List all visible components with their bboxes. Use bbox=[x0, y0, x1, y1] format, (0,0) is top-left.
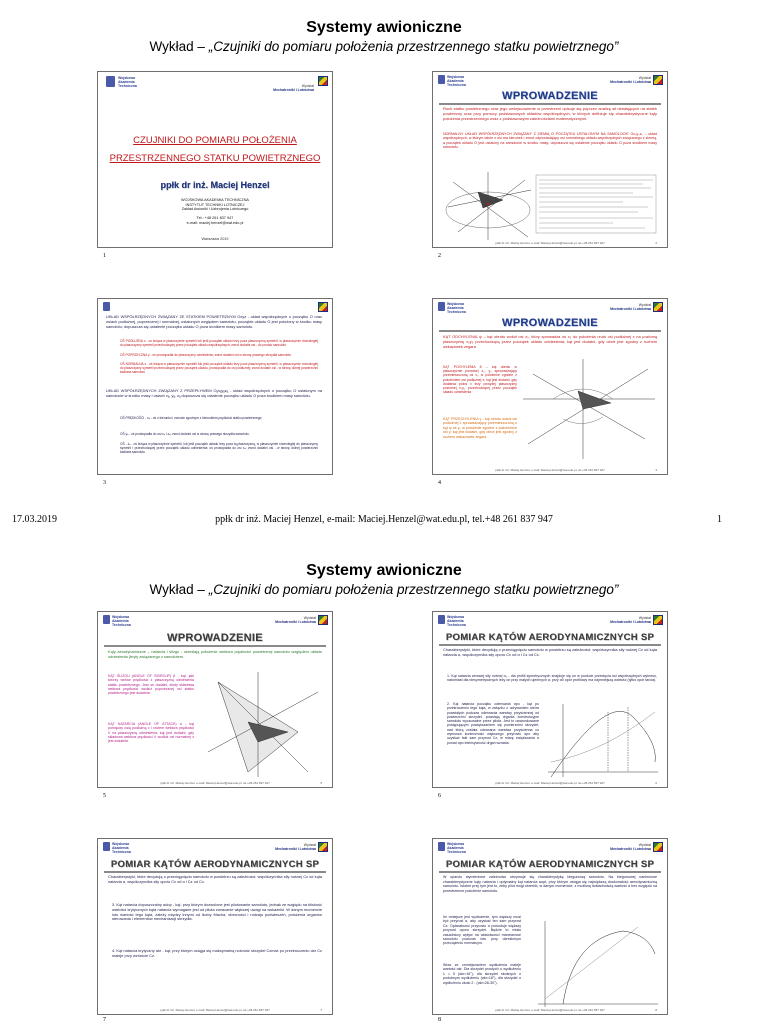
slide-6 bbox=[432, 611, 668, 788]
faculty-emblem-icon bbox=[318, 302, 328, 312]
faculty-line2: Mechatroniki i Lotnictwa bbox=[610, 847, 651, 851]
document-title: Systemy awioniczne bbox=[306, 19, 462, 36]
slide3-p1-text: UKŁAD WSPÓŁRZĘDNYCH ZWIĄZANY ZE STATKIEM POWIETRZNYM Oxyz - układ współrzędnych o początku O oraz osiach podłużnej, poprzecznej i normalnej, ustalonych względem samolotu; początek układu O jest położony w środku masy samolotu; dopuszcza się ustalenie początku układu O poza środkiem masy samolotu. bbox=[106, 314, 322, 329]
slide2-definition-text: NORMALNY UKŁAD WSPÓŁRZĘDNYCH ZWIĄZANY Z ZIEMIĄ O POCZĄTKU USTALONYM NA SAMOLOCIE Ox₀y₀z₀ – układ współrzędnych, w którym także z osi ma kierunek i zwrot odpowiadający osi normalnego układu współrzędnych związanego z ziemią, a początek układu O jest ustalony na samolocie w środku masy; dopuszcza się ustalenie początku układu O poza środkiem masy samolotu. bbox=[443, 132, 657, 150]
slide3-p6 bbox=[120, 416, 318, 420]
faculty-line1: Wydział bbox=[301, 84, 314, 88]
slide3-p2 bbox=[120, 339, 318, 347]
slide1-author: ppłk dr inż. Maciej Henzel bbox=[160, 180, 270, 190]
slide-1 bbox=[97, 71, 333, 248]
slide5-attack-text: KĄT NATARCIA (ANGLE OF ATTACK) α - kąt pomiędzy osią podłużną x i rzutem wektora prędkości V na płaszczyznę odniesienia; kąt jest dodatni, gdy składowa wektora prędkości V wzdłuż osi normalnej z jest dodatnia. bbox=[108, 722, 194, 744]
slide3-p2-text: OŚ PODŁUŻNA x - oś leżąca w płaszczyźnie symetrii lub jeśli początek układu leży poza płaszczyzną symetrii, w płaszczyźnie równoległej do płaszczyzny symetrii przechodzącej przez początek układu współrzędnych; zwrot dodatni osi - do przodu samolotu bbox=[120, 339, 318, 347]
slide4-pitch-text: KĄT POCHYLENIA θ – kąt obrotu w płaszczyźnie pionowej z₀, y₀ sprowadzający przemieszczoną oś x₀ w położenie zgodne z położeniem osi podłużnej x; kąt jest dodatni, gdy dodatnia półoś x leży powyżej płaszczyzny poziomej x₀y₀ przechodzącej przez początek układu odniesienia bbox=[443, 365, 517, 395]
slide3-p4 bbox=[120, 362, 318, 374]
slide-4-number: 4 bbox=[438, 480, 441, 486]
slide-8-number: 8 bbox=[438, 1017, 441, 1023]
slide1-title-line2: PRZESTRZENNEGO STATKU POWIETRZNEGO bbox=[109, 153, 321, 164]
slide4-yaw-text: KĄT ODCHYLENIA ψ – kąt obrotu wokół osi z₀, który sprowadza oś x₀ do położenia rzutu osi podłużnej x na poziomą płaszczyznę x₀y₀ przechodzącą przez początek układu odniesienia; kąt jest dodatni, gdy obrót jest zgodny z ruchem wskazówek zegara bbox=[443, 334, 657, 349]
slide-4 bbox=[432, 298, 668, 475]
slide7-item4 bbox=[112, 949, 322, 959]
footer-page-number: 1 bbox=[717, 514, 722, 525]
faculty-line2: Mechatroniki i Lotnictwa bbox=[610, 307, 651, 311]
slide8-heading: POMIAR KĄTÓW AERODYNAMICZNYCH SP bbox=[445, 859, 655, 870]
faculty-line2: Mechatroniki i Lotnictwa bbox=[273, 88, 314, 92]
slide-5-number: 5 bbox=[103, 793, 106, 799]
slide3-p8-text: OŚ - zₐ - oś leżąca w płaszczyźnie symetrii, lub jeśli początek układu leży poza tą płaszczyzną, w płaszczyźnie równoległej do płaszczyzny symetrii i przechodzącej przez początek układu odniesienia; oś prostopadła do osi xₐ; zwrot dodatni osi - w stronę dolnej powierzchni kadłuba samolotu bbox=[120, 442, 318, 454]
slide6-heading: POMIAR KĄTÓW AERODYNAMICZNYCH SP bbox=[445, 632, 655, 643]
slide8-more-text: Im mniejsze jest wydłużenie, tym większy musi być przyrost α, aby uzyskać ten sam przyrost Cz. Opłacalność przyrostu α powoduje większy przyrost oporu skrzydeł. Będzie to miało zasadniczy wpływ na właściwości manewrowe samolotu podczas lotu przy określonym przeciążeniu normalnym. bbox=[443, 915, 521, 946]
slide5-aircraft-figure bbox=[98, 612, 333, 788]
school-logo-icon bbox=[103, 302, 110, 311]
slide2-axes-figure bbox=[433, 72, 668, 248]
slide5-intro-text: Kąty aerodynamiczne – natarcia i ślizgu - określają położenie wektora prędkości powietrznej samolotu względem układu odniesienia (bryły związanego z samolotem. bbox=[108, 649, 322, 659]
slide6-item2-text: 2. Kąt natarcia początku oderwania αpo - kąt po przekroczeniu tego kąta, w związku z odrywaniem wirów powstałych podczas oderwania warstwy przyściennej od powierzchni skrzydeł, powstają drgania konstrukcyjne samolotu wyczuwalne przez pilota. Jest to uwarunkowane postępującym powiększaniem się powierzchni skrzydeł, nad którą została oderwana warstwa przyścienna co wymusza konieczność większego przyrostu αpo aby uzyskać taki sam przyrost Cz, w miarę zwiększania α ponad αpo intensywność drgań wzrasta. bbox=[447, 702, 539, 745]
faculty-line1: Wydział bbox=[638, 76, 651, 80]
slide7-item3-text: 3. Kąt natarcia dopuszczalny αdop - kąt, przy którym dozwolone jest pilotowanie samolotu, jednak ze względu na bliskość wartości krytycznych kąta natarcia wymagane jest od pilota zwracanie większej uwagi na wskaźniki. W danym momencie lotu wartość tego kąta, zależy między innymi od liczby Macha, obecności i rodzaju podwieszeń, położenia organów sterowania i elementów mechanizacji skrzydła. bbox=[112, 902, 322, 922]
faculty-line1: Wydział bbox=[638, 616, 651, 620]
slide3-p7 bbox=[120, 432, 318, 436]
slide-3 bbox=[97, 298, 333, 475]
slide6-lift-curve-figure bbox=[433, 612, 668, 788]
slide7-footer: ppłk dr inż. Maciej Henzel, e-mail: Maciej.Henzel@wat.edu.pl, tel.+48 261 837 947 bbox=[160, 1008, 270, 1012]
slide8-more2-text: Wraz ze zmniejszaniem wydłużenia maleje wartość αkr. Dla skrzydeł prostych o wydłużeniu λ = 5 (αkr≈16°), dla skrzydeł skośnych o podobnym wydłużeniu (αkr≈18°), dla skrzydeł o wydłużeniu około 2 - (αkr≈28-30°). bbox=[443, 963, 521, 985]
heading-divider bbox=[104, 871, 326, 873]
faculty-line2: Mechatroniki i Lotnictwa bbox=[275, 620, 316, 624]
slide2-footer: ppłk dr inż. Maciej Henzel, e-mail: Maciej.Henzel@wat.edu.pl, tel.+48 261 837 947 bbox=[495, 241, 605, 245]
slide2-intro-text: Ruch statku powietrznego oraz jego umiejscowienie w przestrzeni opisuje się poprzez analizę sił działających na statek powietrzny oraz przy pomocy podstawowych układów współrzędnych, w których definiuje się charakterystyczne kąty położenia przestrzennego wraz z podstawowymi zależnościami matematycznymi. bbox=[443, 106, 657, 121]
slide-3-number: 3 bbox=[103, 480, 106, 486]
slide8-intro-text: W oparciu wymienione zależności otrzymuje się charakterystykę biegunową samolotu. Na biegunowej naniesione charakterystyczne kąty natarcia i optymalny kąt natarcia αopt, przy którym osiąga się największą doskonałość aerodynamiczną samolotu. Istotne przy tym jest to, żeby pilot mógł określić, w danym momencie, z możliwą dokładnością wartość α bez względu na przestrzenne położenie samolotu. bbox=[443, 875, 657, 893]
school-name: Wojskowa Akademia Techniczna bbox=[118, 76, 137, 88]
slide3-p3-text: OŚ POPRZECZNA y - oś prostopadła do płaszczyzny odniesienia; zwrot dodatni osi w stronę prawego skrzydła samolotu bbox=[120, 353, 291, 357]
faculty-name bbox=[275, 843, 316, 851]
faculty-line1: Wydział bbox=[638, 843, 651, 847]
slide-6-number: 6 bbox=[438, 793, 441, 799]
school-name: Wojskowa Akademia Techniczna bbox=[112, 615, 131, 627]
faculty-line1: Wydział bbox=[638, 303, 651, 307]
footer-author-contact: ppłk dr inż. Maciej Henzel, e-mail: Maciej.Henzel@wat.edu.pl, tel.+48 261 837 947 bbox=[215, 514, 553, 525]
faculty-line1: Wydział bbox=[303, 843, 316, 847]
slide6-footer: ppłk dr inż. Maciej Henzel, e-mail: Maciej.Henzel@wat.edu.pl, tel.+48 261 837 947 bbox=[495, 781, 605, 785]
slide6-item1-text: 1. Kąt natarcia zerowej siły nośnej α₀ - dla profili symetrycznych znajduje się on w punkcie przecięcia osi współrzędnych wykresu, natomiast dla niesymetrycznych leży on przy małych ujemnych α; przy α0 opór profilowy ma najmniejszą wartość (tylko opór tarcia). bbox=[447, 674, 657, 683]
slide6-intro-text: Charakterystyki, które decydują o przeciągnięciu samolotu w powietrzu są zależności: współczynnika siły nośnej Cz od kąta natarcia α, współczynnika siły oporu Cx od α i Cz od Cx. bbox=[443, 647, 657, 657]
school-name: Wojskowa Akademia Techniczna bbox=[112, 842, 131, 854]
school-name: Wojskowa Akademia Techniczna bbox=[447, 302, 466, 314]
slide-2 bbox=[432, 71, 668, 248]
slide-8 bbox=[432, 838, 668, 1015]
faculty-emblem-icon bbox=[318, 76, 328, 86]
slide3-p5-text: UKŁAD WSPÓŁRZĘDNYCH ZWIĄZANY Z PRZEPŁYWEM Oₐxₐyₐzₐ - układ współrzędnych o początku O ustalonym na samolocie w środku masy i osiach xₐ, yₐ, zₐ dopuszcza się ustalenie początku układu O poza środkiem masy samolotu. bbox=[106, 388, 322, 398]
slide6-page: 6 bbox=[655, 781, 657, 785]
slide3-p7-text: OŚ yₐ - oś prostopadła do osi xₐ i zₐ; zwrot dodatni osi w stronę prawego skrzydła samolotu; bbox=[120, 432, 250, 436]
slide4-footer: ppłk dr inż. Maciej Henzel, e-mail: Maciej.Henzel@wat.edu.pl, tel.+48 261 837 947 bbox=[495, 468, 605, 472]
slide5-footer: ppłk dr inż. Maciej Henzel, e-mail: Maciej.Henzel@wat.edu.pl, tel.+48 261 837 947 bbox=[160, 781, 270, 785]
slide2-page: 2 bbox=[655, 241, 657, 245]
slide3-p1 bbox=[106, 315, 322, 329]
slide1-institution: WOJSKOWA AKADEMIA TECHNICZNA INSTYTUT TECHNIKI LOTNICZEJ Zakład Awioniki i Uzbrojenia Lotniczego bbox=[181, 198, 249, 212]
document-title-2: Systemy awioniczne bbox=[306, 562, 462, 579]
slide4-roll-text: KĄT PRZECHYLENIA γ - kąt obrotu wokół osi podłużnej x sprowadzający przemieszczoną o kąt ψ oś y₀ w położenie zgodne z położeniem osi y; kąt jest dodatni, gdy obrót jest zgodny z ruchem wskazówek zegara bbox=[443, 417, 517, 439]
slide-2-number: 2 bbox=[438, 253, 441, 259]
school-name: Wojskowa Akademia Techniczna bbox=[447, 842, 466, 854]
slide3-p5 bbox=[106, 389, 322, 399]
slide-7-number: 7 bbox=[103, 1017, 106, 1023]
slide3-p3 bbox=[120, 353, 318, 357]
slide5-slip-text: KĄT ŚLIZGU (ANGLE OF SIDESLIP) β - kąt, jaki tworzy wektor prędkości z płaszczyzną odniesienia statku powietrznego. Jest on dodatni, kiedy składowa wektora prędkości wzdłuż poprzecznej osi statku powietrznego jest dodatnia. bbox=[108, 674, 194, 696]
faculty-name bbox=[273, 84, 314, 92]
document-subtitle bbox=[0, 39, 768, 54]
slide-5 bbox=[97, 611, 333, 788]
slide7-item4-text: 4. Kąt natarcia krytyczny αkr - kąt, przy którym osiąga się maksymalną nośność skrzydeł Czmax po przekroczeniu αkr Cz maleje przy wzroście Cz. bbox=[112, 948, 322, 958]
school-logo-icon bbox=[106, 76, 115, 87]
subtitle-italic: „Czujniki do pomiaru położenia przestrzennego statku powietrznego” bbox=[208, 582, 619, 597]
faculty-emblem-icon bbox=[318, 842, 328, 852]
slide5-page: 5 bbox=[320, 781, 322, 785]
slide7-intro-text: Charakterystyki, które decydują o przeciągnięciu samolotu w powietrzu są zależności: współczynnika siły nośnej Cz od kąta natarcia α, współczynnika siły oporu Cx od α i Cz od Cx. bbox=[108, 874, 322, 884]
slide7-heading: POMIAR KĄTÓW AERODYNAMICZNYCH SP bbox=[110, 859, 320, 870]
slide7-item3 bbox=[112, 903, 322, 922]
slide8-page: 8 bbox=[655, 1008, 657, 1012]
subtitle-prefix: Wykład – bbox=[149, 39, 209, 54]
slide8-polar-figure bbox=[433, 839, 668, 1015]
slide-1-number: 1 bbox=[103, 253, 106, 259]
subtitle-italic: „Czujniki do pomiaru położenia przestrzennego statku powietrznego” bbox=[208, 39, 619, 54]
slide7-intro bbox=[108, 875, 322, 885]
faculty-line1: Wydział bbox=[303, 616, 316, 620]
school-name: Wojskowa Akademia Techniczna bbox=[447, 615, 466, 627]
faculty-line2: Mechatroniki i Lotnictwa bbox=[610, 80, 651, 84]
slide7-page: 7 bbox=[320, 1008, 322, 1012]
slide8-footer: ppłk dr inż. Maciej Henzel, e-mail: Maciej.Henzel@wat.edu.pl, tel.+48 261 837 947 bbox=[495, 1008, 605, 1012]
slide1-title-line1: CZUJNIKI DO POMIARU POŁOŻENIA bbox=[133, 135, 297, 146]
page-footer bbox=[0, 514, 768, 528]
slide3-p4-text: OŚ NORMALNA z - oś leżąca w płaszczyźnie symetrii lub jeśli początek układu leży poza płaszczyzną symetrii, w płaszczyźnie równoległej do płaszczyzny symetrii przechodzącej przez początek układu, prostopadła do osi podłużnej; zwrot dodatni osi - w stronę dolnej powierzchni kadłuba samolotu bbox=[120, 362, 318, 374]
slide-7 bbox=[97, 838, 333, 1015]
footer-date: 17.03.2019 bbox=[12, 514, 57, 525]
slide5-heading: WPROWADZENIE bbox=[167, 632, 263, 644]
slide4-page: 4 bbox=[655, 468, 657, 472]
faculty-line2: Mechatroniki i Lotnictwa bbox=[610, 620, 651, 624]
slide3-p6-text: OŚ PRĘDKOŚCI - xₐ - oś o kierunku i zwrocie zgodnym z kierunkiem prędkości statku powietrznego; bbox=[120, 416, 263, 420]
slide4-angles-figure bbox=[433, 299, 668, 475]
slide3-p8 bbox=[120, 442, 318, 454]
document-subtitle-2 bbox=[0, 582, 768, 597]
slide1-date: Warszawa 2019 bbox=[201, 237, 229, 241]
slide2-heading: WPROWADZENIE bbox=[502, 90, 598, 102]
school-logo-icon bbox=[103, 842, 110, 851]
slide4-heading: WPROWADZENIE bbox=[502, 317, 598, 329]
slide1-contact: Tel.: +48 261 837 947 e-mail: maciej.henzel@wat.edu.pl bbox=[186, 216, 244, 225]
subtitle-prefix: Wykład – bbox=[149, 582, 209, 597]
faculty-line2: Mechatroniki i Lotnictwa bbox=[275, 847, 316, 851]
school-name: Wojskowa Akademia Techniczna bbox=[447, 75, 466, 87]
